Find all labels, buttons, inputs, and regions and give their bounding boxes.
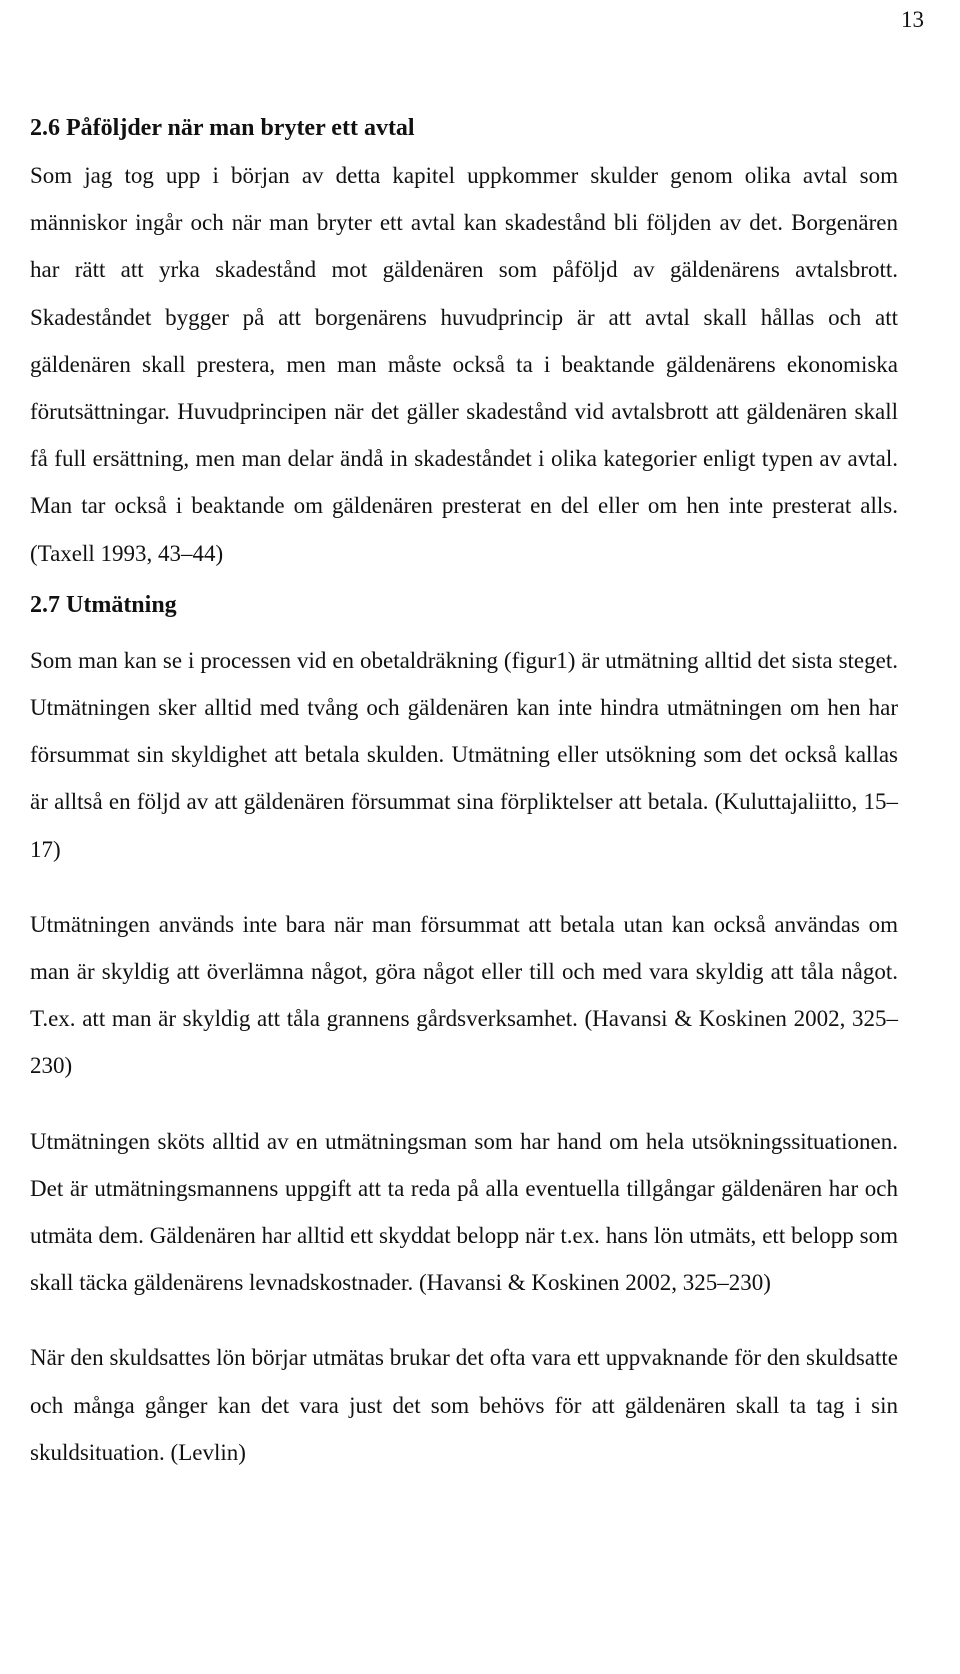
document-body <box>30 108 898 1476</box>
section-heading-2-7: 2.7 Utmätning <box>30 591 177 618</box>
section-heading-2-6: 2.6 Påföljder när man bryter ett avtal <box>30 115 415 141</box>
body-paragraph: Utmätningen sköts alltid av en utmätningsman som har hand om hela utsökningssituationen. Det är utmätningsmannens uppgift att ta reda på alla eventuella tillgångar gäldenären har och utmäta dem. Gäldenären har alltid ett skyddat belopp när t.ex. hans lön utmäts, ett belopp som skall täcka gäldenärens levnadskostnader. (Havansi & Koskinen 2002, 325–230) <box>30 1128 898 1296</box>
body-paragraph: Utmätningen används inte bara när man försummat att betala utan kan också användas om man är skyldig att överlämna något, göra något eller till och med vara skyldig att tåla något. T.ex. att man är skyldig att tåla grannens gårdsverksamhet. (Havansi & Koskinen 2002, 325–230) <box>30 911 898 1079</box>
body-paragraph: Som man kan se i processen vid en obetaldräkning (figur1) är utmätning alltid det sista steget. Utmätningen sker alltid med tvång och gäldenären kan inte hindra utmätningen om hen har försummat sin skyldighet att betala skulden. Utmätning eller utsökning som det också kallas är alltså en följd av att gäldenären försummat sina förpliktelser att betala. (Kuluttajaliitto, 15–17) <box>30 647 898 862</box>
page-number: 13 <box>901 7 924 32</box>
body-paragraph: Som jag tog upp i början av detta kapitel uppkommer skulder genom olika avtal som människor ingår och när man bryter ett avtal kan skadestånd bli följden av det. Borgenären har rätt att yrka skadestånd mot gäldenären som påföljd av gäldenärens avtalsbrott. Skadeståndet bygger på att borgenärens huvudprincip är att avtal skall hållas och att gäldenären skall prestera, men man måste också ta i beaktande gäldenärens ekonomiska förutsättningar. Huvudprincipen när det gäller skadestånd vid avtalsbrott att gäldenären skall få full ersättning, men man delar ändå in skadeståndet i olika kategorier enligt typen av avtal. Man tar också i beaktande om gäldenären presterat en del eller om hen inte presterat alls. (Taxell 1993, 43–44) <box>30 163 898 566</box>
body-paragraph: När den skuldsattes lön börjar utmätas brukar det ofta vara ett uppvaknande för den skuldsatte och många gånger kan det vara just det som behövs för att gäldenären skall ta tag i sin skuldsituation. (Levlin) <box>30 1345 898 1465</box>
